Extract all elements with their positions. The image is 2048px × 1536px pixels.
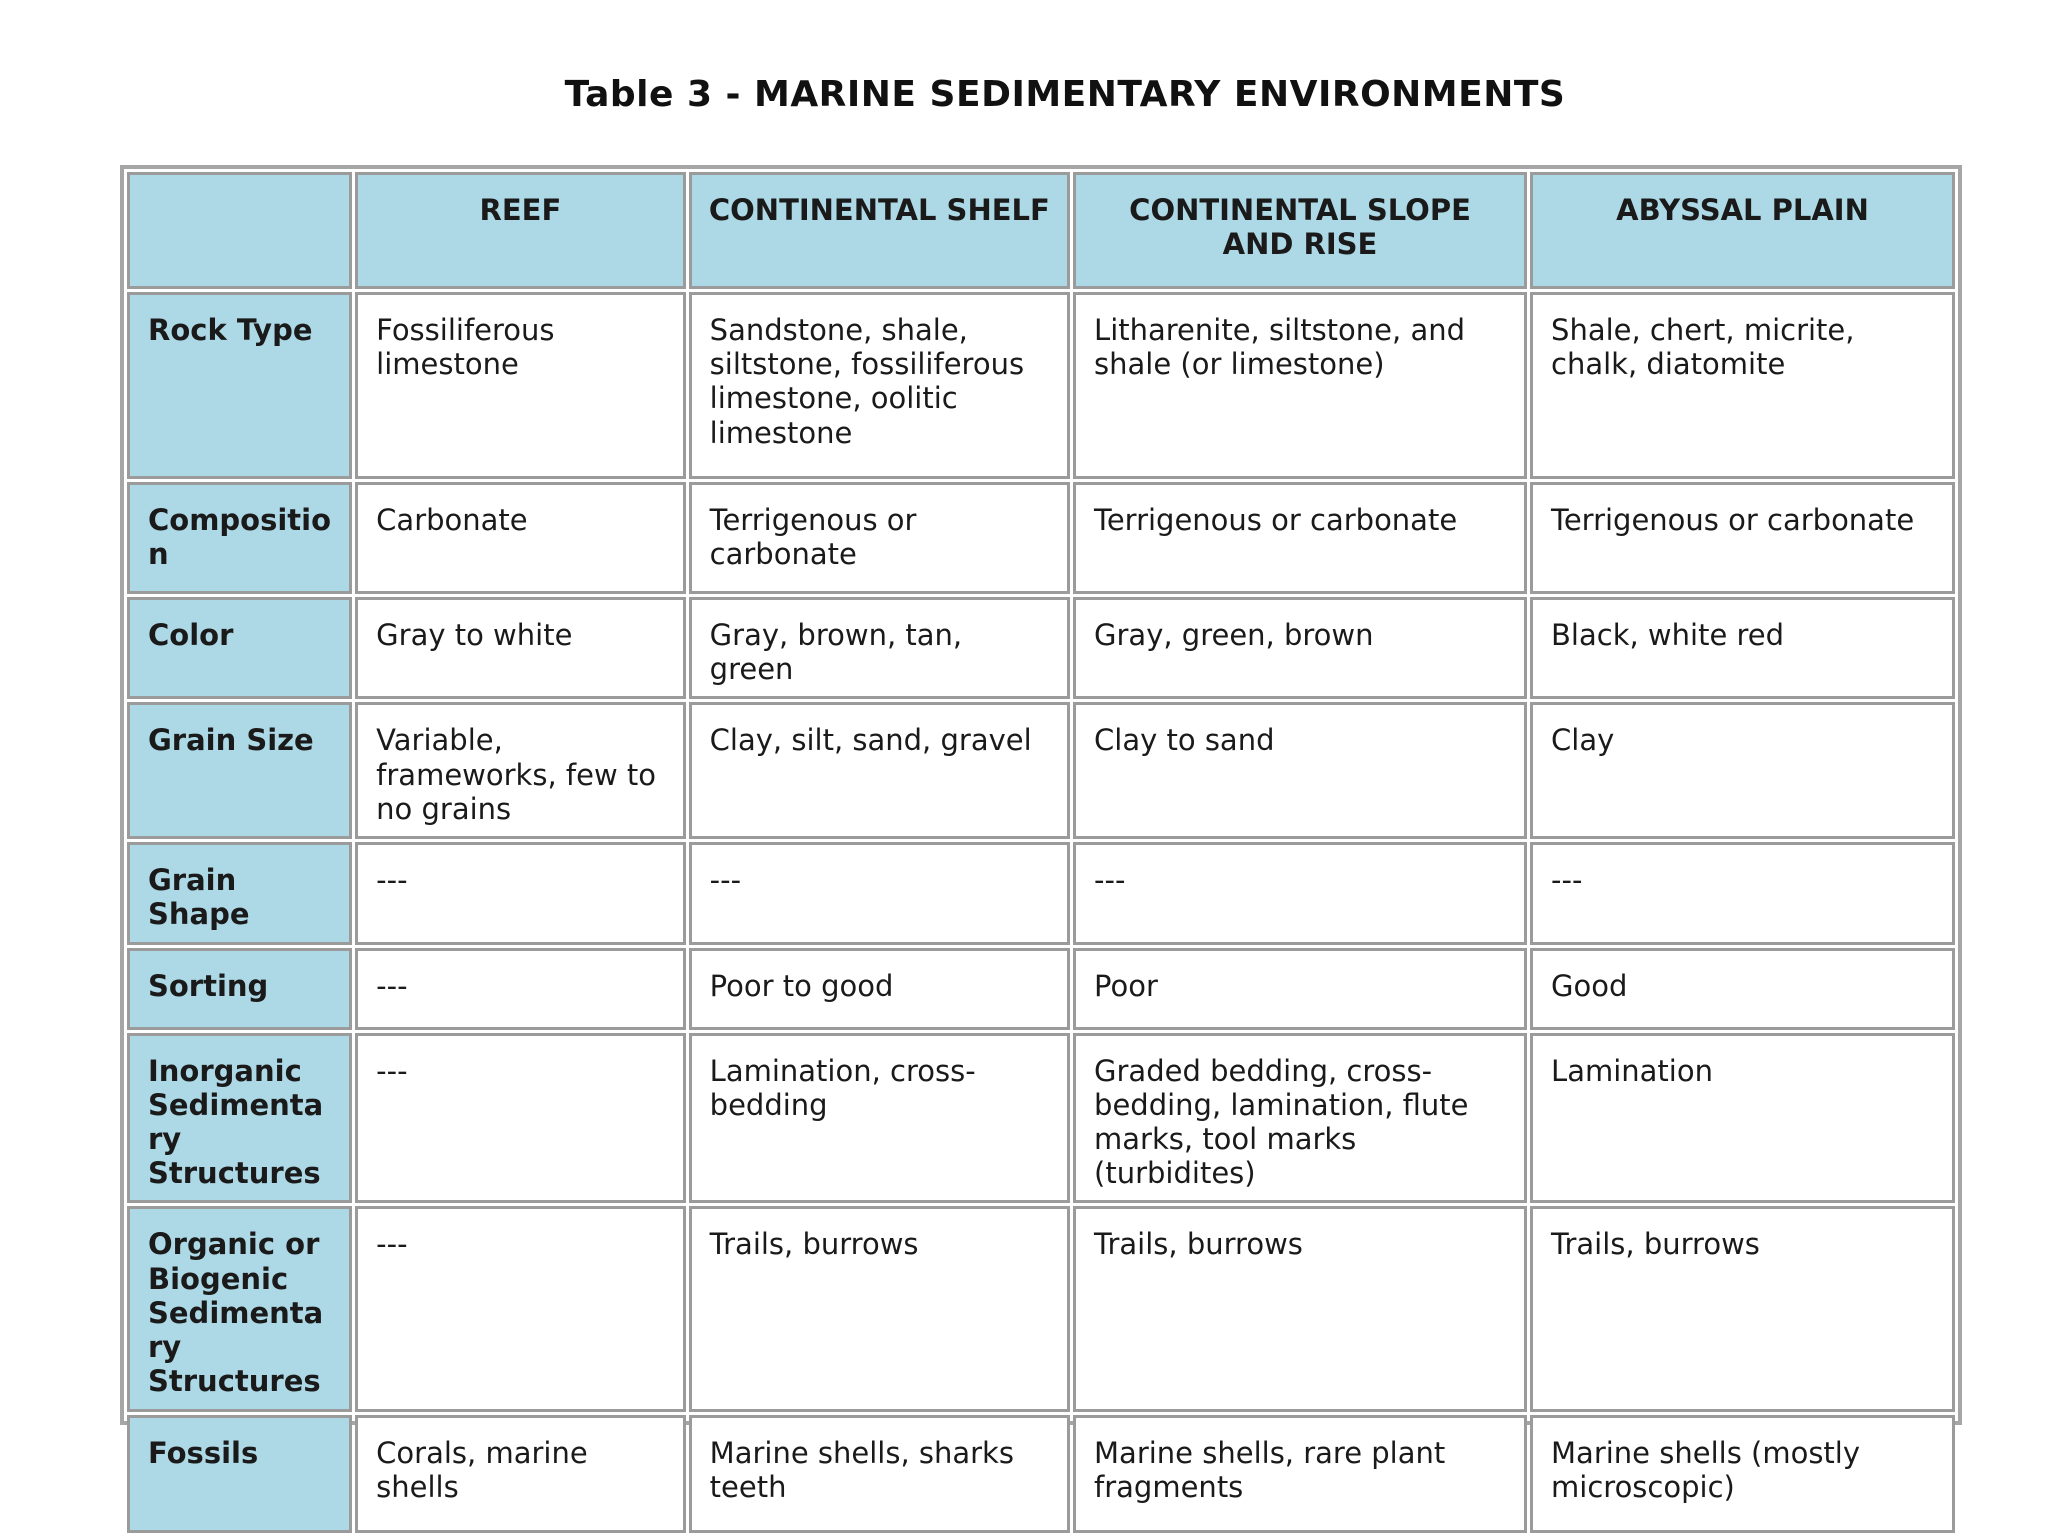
table-cell: --- bbox=[355, 1206, 686, 1411]
table-cell: Carbonate bbox=[355, 482, 686, 594]
table-cell: Litharenite, siltstone, and shale (or limestone) bbox=[1073, 292, 1527, 479]
table-cell: --- bbox=[355, 948, 686, 1030]
row-header-organic-structures: Organic or Biogenic Sedimentary Structures bbox=[127, 1206, 352, 1411]
table-cell: Terrigenous or carbonate bbox=[1073, 482, 1527, 594]
table-cell: Lamination bbox=[1530, 1033, 1955, 1204]
column-header-continental-shelf: CONTINENTAL SHELF bbox=[689, 172, 1070, 289]
table-cell: Black, white red bbox=[1530, 597, 1955, 699]
table-cell: --- bbox=[355, 842, 686, 944]
table-cell: Terrigenous or carbonate bbox=[1530, 482, 1955, 594]
table-cell: Gray to white bbox=[355, 597, 686, 699]
row-header-color: Color bbox=[127, 597, 352, 699]
header-row bbox=[127, 172, 1955, 289]
row-header-sorting: Sorting bbox=[127, 948, 352, 1030]
environments-table bbox=[120, 165, 1962, 1504]
table-cell: Terrigenous or carbonate bbox=[689, 482, 1070, 594]
table-title: Table 3 - MARINE SEDIMENTARY ENVIRONMENTS bbox=[564, 74, 1566, 115]
column-header-reef: REEF bbox=[355, 172, 686, 289]
table-cell: --- bbox=[689, 842, 1070, 944]
table-cell: --- bbox=[1073, 842, 1527, 944]
table-row bbox=[127, 1415, 1955, 1533]
table-cell: --- bbox=[355, 1033, 686, 1204]
table-row bbox=[127, 702, 1955, 839]
table-cell: Graded bedding, cross-bedding, lamination, flute marks, tool marks (turbidites) bbox=[1073, 1033, 1527, 1204]
table-cell: Poor to good bbox=[689, 948, 1070, 1030]
table-cell: Trails, burrows bbox=[1530, 1206, 1955, 1411]
table-cell: Sandstone, shale, siltstone, fossiliferous limestone, oolitic limestone bbox=[689, 292, 1070, 479]
column-header-abyssal-plain: ABYSSAL PLAIN bbox=[1530, 172, 1955, 289]
table-row bbox=[127, 948, 1955, 1030]
table-cell: Gray, brown, tan, green bbox=[689, 597, 1070, 699]
table-cell: Lamination, cross-bedding bbox=[689, 1033, 1070, 1204]
table-cell: Variable, frameworks, few to no grains bbox=[355, 702, 686, 839]
row-header-composition: Composition bbox=[127, 482, 352, 594]
table-row bbox=[127, 292, 1955, 479]
table-cell: Marine shells, rare plant fragments bbox=[1073, 1415, 1527, 1533]
table-cell: Clay bbox=[1530, 702, 1955, 839]
row-header-fossils: Fossils bbox=[127, 1415, 352, 1533]
table-cell: Trails, burrows bbox=[689, 1206, 1070, 1411]
table-row bbox=[127, 1206, 1955, 1411]
table-cell: Clay, silt, sand, gravel bbox=[689, 702, 1070, 839]
table-cell: Good bbox=[1530, 948, 1955, 1030]
table-row bbox=[127, 842, 1955, 944]
table-cell: Marine shells (mostly microscopic) bbox=[1530, 1415, 1955, 1533]
row-header-inorganic-structures: Inorganic Sedimentary Structures bbox=[127, 1033, 352, 1204]
table-cell: Trails, burrows bbox=[1073, 1206, 1527, 1411]
table-row bbox=[127, 482, 1955, 594]
table-cell: Shale, chert, micrite, chalk, diatomite bbox=[1530, 292, 1955, 479]
row-header-grain-size: Grain Size bbox=[127, 702, 352, 839]
table-cell: Poor bbox=[1073, 948, 1527, 1030]
table-cell: Fossiliferous limestone bbox=[355, 292, 686, 479]
corner-cell bbox=[127, 172, 352, 289]
table-row bbox=[127, 597, 1955, 699]
table-cell: Clay to sand bbox=[1073, 702, 1527, 839]
row-header-grain-shape: Grain Shape bbox=[127, 842, 352, 944]
column-header-continental-slope: CONTINENTAL SLOPE AND RISE bbox=[1073, 172, 1527, 289]
table-cell: Gray, green, brown bbox=[1073, 597, 1527, 699]
table-cell: Corals, marine shells bbox=[355, 1415, 686, 1533]
table-row bbox=[127, 1033, 1955, 1204]
table-cell: Marine shells, sharks teeth bbox=[689, 1415, 1070, 1533]
row-header-rock-type: Rock Type bbox=[127, 292, 352, 479]
table-cell: --- bbox=[1530, 842, 1955, 944]
